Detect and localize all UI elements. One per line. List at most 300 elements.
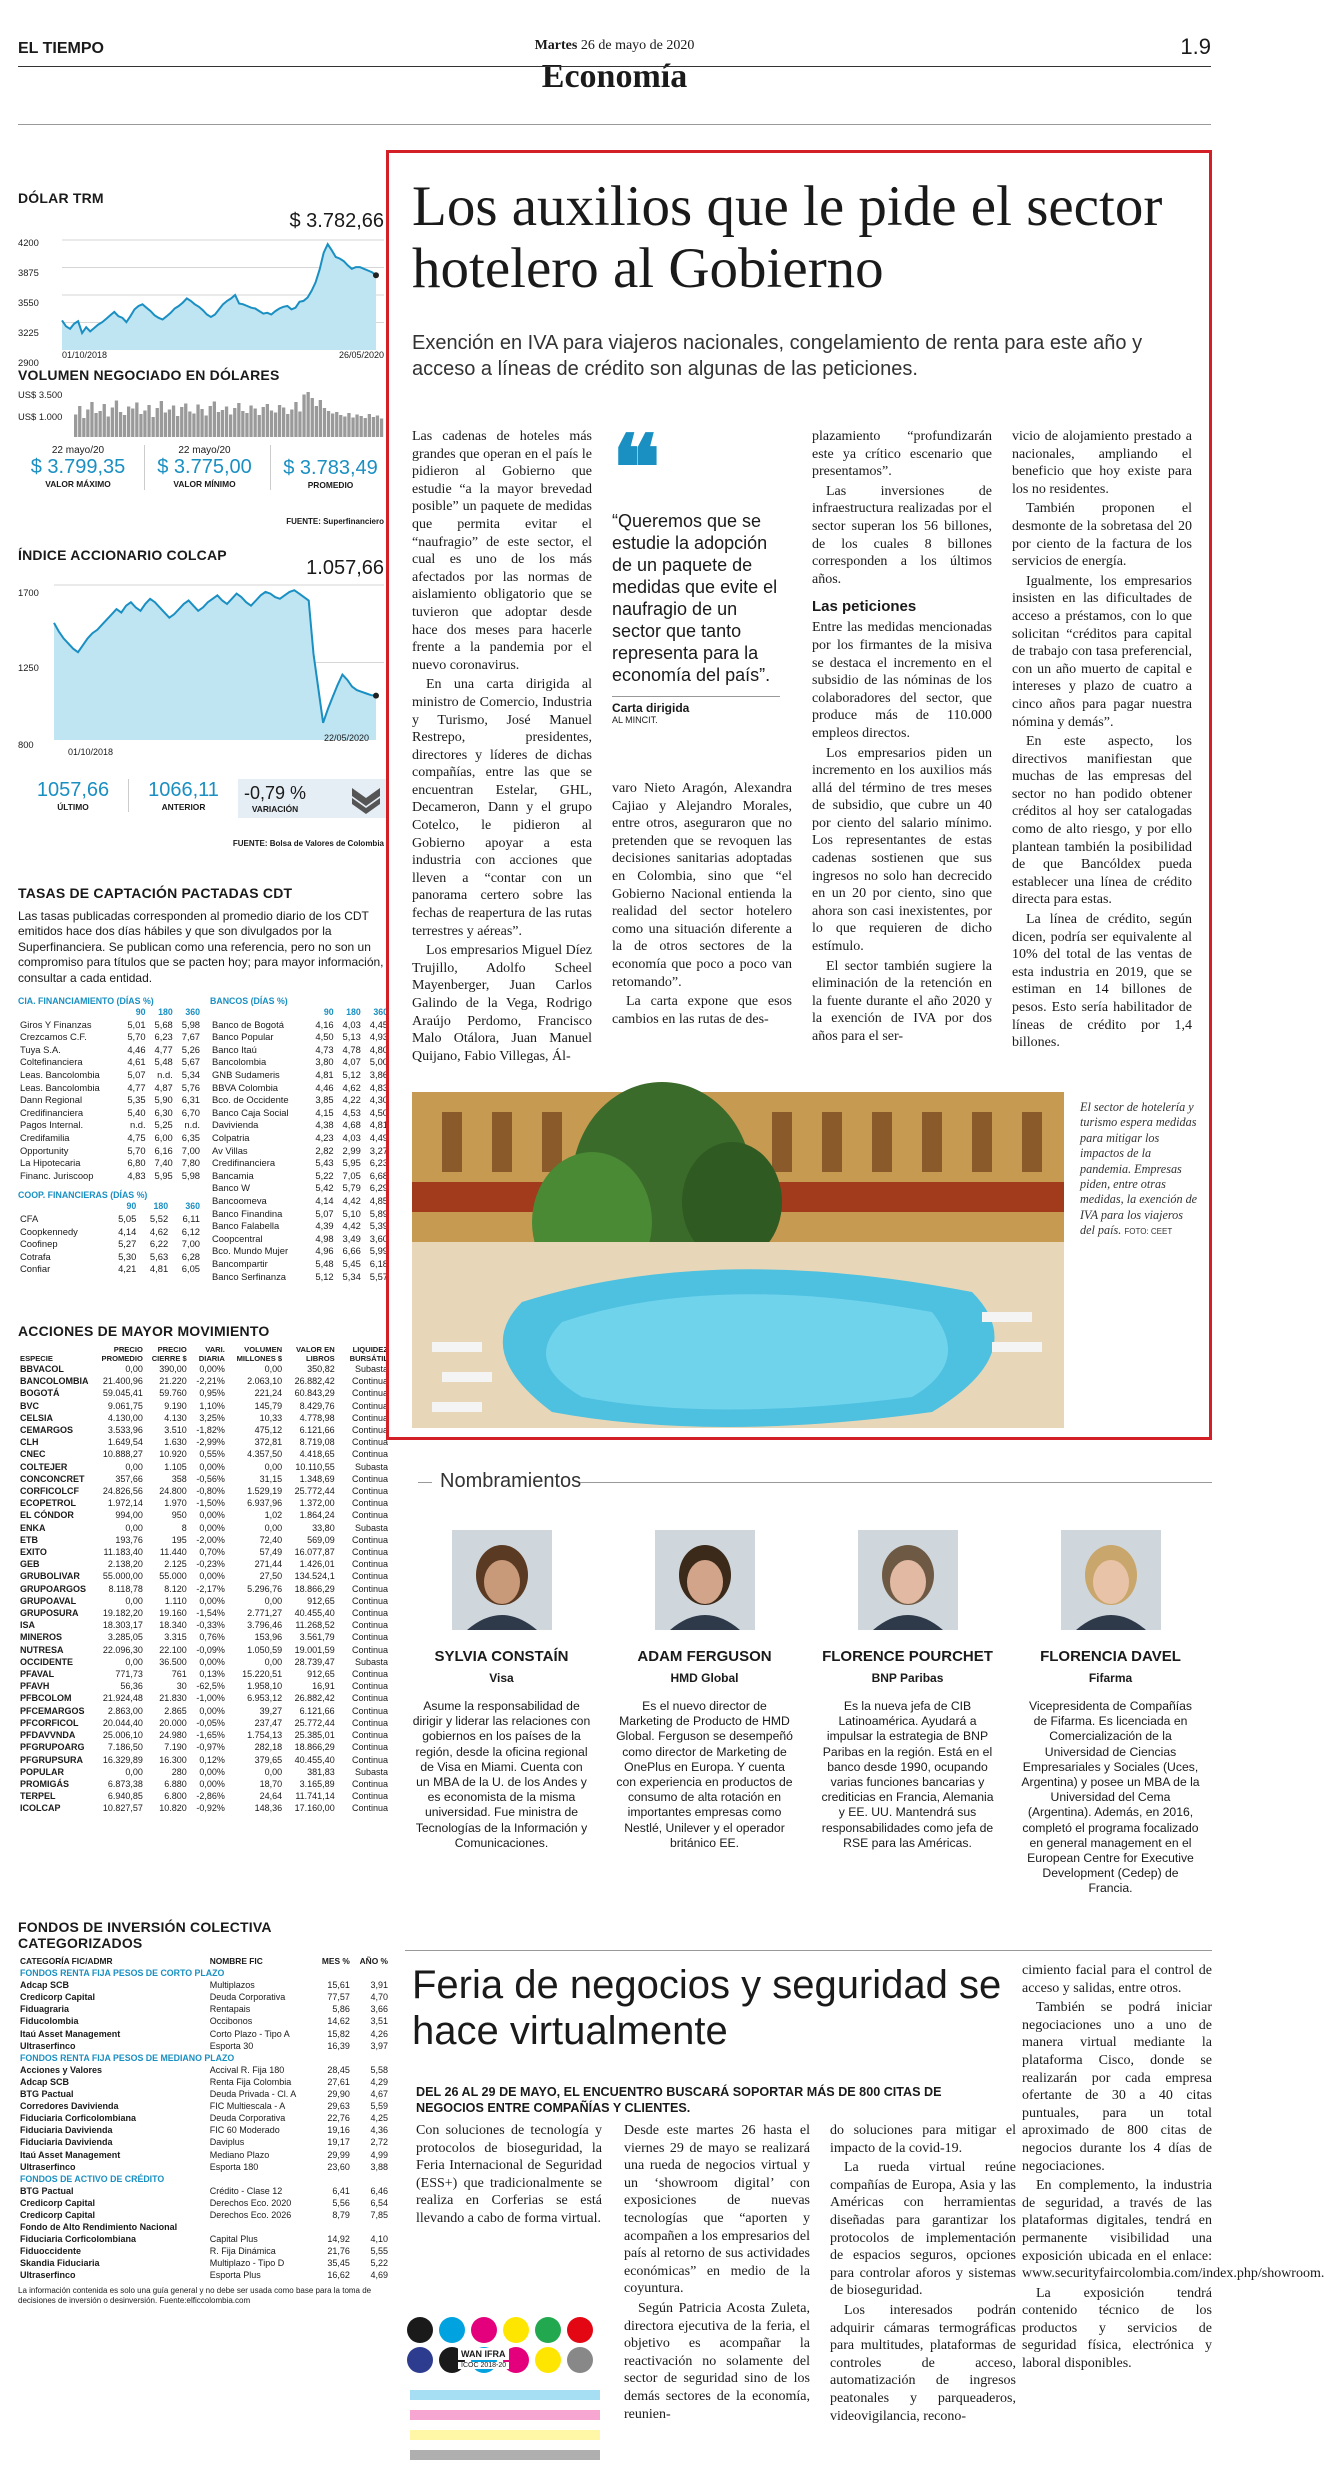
table-row bbox=[18, 1802, 390, 1814]
stock-value: 25.772,44 bbox=[294, 1486, 335, 1497]
table-row bbox=[18, 1448, 390, 1460]
colcap-prev bbox=[128, 779, 238, 812]
stock-value: 18.303,17 bbox=[102, 1620, 143, 1631]
stock-value: 1.864,24 bbox=[299, 1510, 335, 1521]
volume-bar bbox=[213, 402, 216, 438]
stock-value: 72,40 bbox=[259, 1534, 283, 1545]
entity-name: Colpatria bbox=[212, 1131, 250, 1143]
appointments-title: Nombramientos bbox=[440, 1470, 591, 1493]
table-row bbox=[18, 1692, 390, 1704]
cdt-row bbox=[210, 1132, 390, 1145]
stock-value: 0,00 bbox=[125, 1522, 143, 1533]
table-row bbox=[18, 1583, 390, 1595]
trm-tick: 3225 bbox=[18, 327, 39, 338]
fund-admin: Ultraserfinco bbox=[20, 2161, 76, 2172]
table-row bbox=[18, 1705, 390, 1717]
rate-value: 5,39 bbox=[369, 1220, 388, 1232]
entity-name: Bancamia bbox=[212, 1169, 254, 1181]
fund-return: 29,63 bbox=[327, 2101, 350, 2112]
rate-value: 5,00 bbox=[369, 1056, 388, 1068]
rate-value: 4,78 bbox=[342, 1043, 361, 1055]
col-head: NOMBRE FIC bbox=[209, 1956, 263, 1966]
cdt-row bbox=[210, 1271, 390, 1284]
stock-value: 5.296,76 bbox=[247, 1583, 283, 1594]
fund-name: Rentapais bbox=[209, 2004, 251, 2015]
caption-text: El sector de hotelería y turismo espera medidas para mitigar los impactos de la pandemia. Empresas piden, entre otras medidas, la exención de IVA para los viajeros del país. bbox=[1080, 1100, 1198, 1238]
rate-value: 6,23 bbox=[369, 1157, 388, 1169]
stock-value: 3.533,96 bbox=[107, 1425, 143, 1436]
volume-bar bbox=[355, 415, 358, 438]
stock-value: 0,00 bbox=[264, 1364, 283, 1374]
rate-value: 6,18 bbox=[369, 1257, 388, 1269]
stock-value: 1.754,13 bbox=[247, 1730, 283, 1741]
rate-value: 6,35 bbox=[181, 1131, 200, 1143]
rate-value: 5,95 bbox=[154, 1169, 173, 1181]
volume-bar bbox=[290, 410, 293, 438]
entity-name: Av Villas bbox=[212, 1144, 248, 1156]
stock-value: 21.400,96 bbox=[102, 1376, 143, 1387]
volume-bar bbox=[380, 419, 383, 438]
rate-value: 2,99 bbox=[342, 1144, 361, 1156]
stock-value: 145,79 bbox=[254, 1400, 283, 1411]
color-swatch bbox=[567, 2347, 593, 2373]
stock-value: 1.529,19 bbox=[247, 1486, 283, 1497]
stock-value: Continua bbox=[351, 1425, 388, 1436]
fund-return: 5,59 bbox=[370, 2101, 388, 2112]
rate-value: 4,62 bbox=[149, 1225, 169, 1237]
rate-value: 5,48 bbox=[154, 1056, 173, 1068]
cdt-row bbox=[18, 1157, 202, 1170]
volume-bar bbox=[143, 411, 146, 438]
volume-bar bbox=[331, 414, 334, 438]
person-name: FLORENCIA DAVEL bbox=[1040, 1648, 1181, 1665]
col-head: VOLUMEN MILLONES $ bbox=[236, 1345, 283, 1363]
paragraph: El sector también sugiere la eliminación de la retención en la fuente durante el año 2020 y la exención de IVA por dos años para el ser- bbox=[812, 958, 992, 1044]
stat-value: -0,79 % bbox=[244, 783, 307, 803]
paragraph: La línea de crédito, según dicen, podría ser equivalente al 10% del total de las ventas de esta industria en 2019, que se estiman en 14 billones de pesos. Esto sería habilitador de líneas de crédito por 1,4 billones. bbox=[1012, 912, 1192, 1051]
volume-bar bbox=[164, 413, 167, 438]
stock-value: 17.160,00 bbox=[294, 1803, 335, 1814]
stock-value: 1.348,69 bbox=[299, 1473, 335, 1484]
trm-chart bbox=[62, 240, 384, 360]
volume-bar bbox=[78, 406, 81, 437]
fund-name: Derechos Eco. 2020 bbox=[209, 2197, 292, 2208]
rate-value: 6,80 bbox=[127, 1157, 146, 1169]
stock-value: 193,76 bbox=[115, 1534, 143, 1545]
fund-return: 4,26 bbox=[370, 2028, 388, 2039]
stock-value: 55.000 bbox=[159, 1571, 187, 1582]
cdt-row bbox=[210, 1157, 390, 1170]
stock-value: -1,50% bbox=[196, 1498, 225, 1509]
rate-value: 5,76 bbox=[181, 1081, 200, 1093]
stock-value: 10.827,57 bbox=[102, 1803, 143, 1814]
rate-value: 3,80 bbox=[315, 1056, 334, 1068]
fund-return: 5,22 bbox=[370, 2258, 388, 2269]
fund-name: Mediano Plazo bbox=[209, 2149, 270, 2160]
rate-value: 5,98 bbox=[181, 1169, 200, 1181]
stock-value: 6.873,38 bbox=[107, 1778, 143, 1789]
feria-col-2 bbox=[624, 2122, 810, 2425]
stock-value: 3.561,79 bbox=[299, 1632, 335, 1643]
main-col-4 bbox=[1012, 428, 1192, 1054]
stock-value: 381,83 bbox=[307, 1766, 335, 1777]
fund-return: 3,51 bbox=[370, 2016, 388, 2027]
stock-value: 16.077,87 bbox=[294, 1547, 335, 1558]
volume-bar bbox=[229, 415, 232, 438]
fund-admin: Adcap SCB bbox=[20, 1980, 70, 1991]
table-row bbox=[18, 1680, 390, 1692]
chevron-down-icon bbox=[350, 784, 382, 814]
stock-symbol: PFCORFICOL bbox=[20, 1717, 79, 1728]
stock-value: 40.455,40 bbox=[294, 1754, 335, 1765]
rate-value: 3,60 bbox=[369, 1232, 388, 1244]
rate-value: 5,13 bbox=[342, 1031, 361, 1043]
stocks-widget bbox=[18, 1323, 390, 1923]
stock-value: 2.063,10 bbox=[247, 1376, 283, 1387]
cdt-row bbox=[210, 1082, 390, 1095]
stock-value: 357,66 bbox=[115, 1473, 143, 1484]
rate-value: 7,40 bbox=[154, 1157, 173, 1169]
col-head: PRECIO CIERRE $ bbox=[151, 1345, 187, 1363]
stock-symbol: ICOLCAP bbox=[20, 1803, 61, 1814]
stat-label: PROMEDIO bbox=[307, 480, 354, 490]
table-row bbox=[18, 2161, 390, 2173]
stock-value: 358 bbox=[171, 1473, 187, 1484]
rate-value: 5,27 bbox=[118, 1238, 137, 1250]
fund-name: FIC Multiescala - A bbox=[209, 2101, 286, 2112]
table-row bbox=[18, 1741, 390, 1753]
col-head: CATEGORÍA FIC/ADMR bbox=[20, 1956, 113, 1966]
stock-symbol: ETB bbox=[20, 1534, 38, 1545]
stock-value: 33,80 bbox=[312, 1522, 335, 1533]
stock-value: Subasta bbox=[354, 1461, 388, 1472]
cdt-row bbox=[18, 1132, 202, 1145]
paragraph: En una carta dirigida al ministro de Comercio, Industria y Turismo, José Manuel Restrepo, presidentes, directores y líderes de dichas compañías, entre las que se encuentran Estelar, GHL, Decameron, Dann y el grupo Cotelco, le pidieron al Gobierno apoyar a esta industria con acciones que lleven a “contar con un panorama certero sobre las fechas de reapertura de las rutas terrestres y aéreas”. bbox=[412, 677, 592, 939]
fund-admin: Fiduciaria Corficolombiana bbox=[20, 2113, 137, 2124]
caption-credit: FOTO: CEET bbox=[1124, 1227, 1173, 1237]
fund-admin: Acciones y Valores bbox=[20, 2064, 103, 2075]
funds-group-row bbox=[18, 1967, 390, 1979]
fund-admin: Ultraserfinco bbox=[20, 2270, 76, 2281]
volume-tick: US$ 3.500 bbox=[18, 389, 63, 400]
rate-value: 4,38 bbox=[315, 1119, 334, 1131]
table-row bbox=[18, 1607, 390, 1619]
stock-value: 3.510 bbox=[164, 1425, 187, 1436]
cdt-row bbox=[210, 1208, 390, 1221]
appointments-rule-right bbox=[580, 1482, 1212, 1483]
paragraph: Entre las medidas mencionadas por los firmantes de la misiva se destaca el incremento en el subsidio de las nóminas de los colaboradores del sector, que produce más de 110.000 empleos directos. bbox=[812, 620, 992, 741]
stock-symbol: GRUPOAVAL bbox=[20, 1595, 77, 1606]
feria-col-4 bbox=[1022, 1962, 1324, 2375]
stock-value: -2,86% bbox=[196, 1791, 225, 1802]
stat-max bbox=[18, 445, 138, 490]
stock-value: -0,92% bbox=[196, 1803, 225, 1814]
fund-return: 77,57 bbox=[327, 1992, 350, 2003]
col-head: PRECIO PROMEDIO bbox=[101, 1345, 143, 1363]
paragraph: Las inversiones de infraestructura realizadas por el sector superan los 56 billones, de los cuales 8 billones corresponden a los últimos años. bbox=[812, 483, 992, 587]
volume-bar bbox=[294, 402, 297, 437]
volume-bar bbox=[347, 413, 350, 437]
stock-symbol: TERPEL bbox=[20, 1791, 56, 1802]
volume-bar bbox=[123, 415, 126, 437]
stock-value: 1.050,59 bbox=[247, 1644, 283, 1655]
colcap-widget bbox=[18, 547, 390, 857]
stock-symbol: PFCEMARGOS bbox=[20, 1705, 85, 1716]
stat-value: $ 3.775,00 bbox=[157, 456, 252, 478]
stock-value: Continua bbox=[351, 1534, 388, 1545]
rate-value: 5,34 bbox=[181, 1069, 200, 1080]
rate-value: 5,70 bbox=[127, 1144, 146, 1156]
rate-value: 4,98 bbox=[315, 1232, 334, 1244]
volume-bar bbox=[156, 408, 159, 437]
fund-admin: Fondo de Alto Rendimiento Nacional bbox=[20, 2222, 178, 2233]
stock-symbol: CONCONCRET bbox=[20, 1473, 85, 1484]
rate-value: 3,49 bbox=[342, 1232, 361, 1244]
stock-value: Continua bbox=[351, 1791, 388, 1802]
volume-bar bbox=[376, 416, 379, 438]
entity-name: Bco. de Occidente bbox=[212, 1094, 289, 1106]
volume-bar bbox=[233, 408, 236, 437]
stock-value: 0,00% bbox=[199, 1778, 225, 1789]
stock-value: 912,65 bbox=[307, 1595, 335, 1606]
col-head: 90 bbox=[126, 1201, 137, 1212]
rate-value: 5,67 bbox=[181, 1056, 200, 1068]
rate-value: 4,22 bbox=[342, 1094, 361, 1106]
volume-bar bbox=[319, 400, 322, 437]
person-org: HMD Global bbox=[670, 1671, 739, 1685]
col-head: MES % bbox=[321, 1956, 350, 1966]
feria-headline: Feria de negocios y seguridad se hace virtualmente bbox=[412, 1963, 1002, 2053]
stock-symbol: PFAVH bbox=[20, 1681, 50, 1692]
paragraph: Desde este martes 26 hasta el viernes 29 de mayo se realizará una rueda de negocios virtual y un ‘showroom digital’ con exposiciones de nuevas tecnologías que “aporten y acompañen a los empresarios del país al retorno de sus actividades económicas” en medio de la coyuntura. bbox=[624, 2123, 810, 2297]
rate-value: 2,82 bbox=[315, 1144, 334, 1156]
color-swatch bbox=[471, 2317, 497, 2343]
volume-bar bbox=[237, 403, 240, 437]
stock-value: 0,00% bbox=[199, 1510, 225, 1521]
stock-value: Continua bbox=[351, 1778, 388, 1789]
series-area bbox=[54, 590, 376, 740]
cdt-row bbox=[210, 1145, 390, 1158]
fund-name: FIC 60 Moderado bbox=[209, 2125, 280, 2136]
entity-name: Crezcamos C.F. bbox=[20, 1031, 87, 1043]
stock-symbol: CORFICOLCF bbox=[20, 1486, 79, 1497]
stock-value: 22.096,30 bbox=[102, 1644, 143, 1655]
rate-value: 4,45 bbox=[369, 1018, 388, 1030]
entity-name: Banco Itaú bbox=[212, 1043, 257, 1055]
table-row bbox=[18, 2136, 390, 2148]
stock-symbol: CELSIA bbox=[20, 1412, 54, 1423]
rate-value: 7,05 bbox=[342, 1169, 361, 1181]
rate-value: 4,85 bbox=[369, 1194, 388, 1206]
volume-bar bbox=[364, 418, 367, 437]
volume-widget bbox=[18, 367, 390, 537]
volume-bar bbox=[176, 416, 179, 437]
table-row bbox=[18, 2028, 390, 2040]
photo-caption bbox=[1080, 1100, 1198, 1240]
stat-date: 22 mayo/20 bbox=[178, 445, 231, 456]
fund-return: 14,92 bbox=[327, 2234, 350, 2245]
stock-value: 6.800 bbox=[164, 1791, 187, 1802]
quote-icon: ❝ bbox=[612, 420, 661, 519]
rate-value: 4,46 bbox=[315, 1081, 334, 1093]
stock-value: 21.830 bbox=[159, 1693, 187, 1704]
rate-value: 5,48 bbox=[315, 1257, 334, 1269]
stock-value: Subasta bbox=[354, 1364, 388, 1374]
stock-value: 0,00 bbox=[125, 1595, 143, 1606]
rate-value: 6,28 bbox=[181, 1250, 200, 1262]
fund-return: 4,10 bbox=[370, 2234, 388, 2245]
paragraph: Con soluciones de tecnología y protocolos de bioseguridad, la Feria Internacional de Seguridad (ESS+) que tradicionalmente se realiza en Corferias se está llevando a cabo de forma virtual. bbox=[416, 2123, 602, 2226]
color-bar bbox=[400, 2310, 605, 2480]
paragraph: La exposición tendrá contenido técnico de los productos y servicios de seguridad física, electrónica y laboral disponibles. bbox=[1022, 2285, 1212, 2372]
rate-value: 4,83 bbox=[369, 1081, 388, 1093]
cdt-row bbox=[18, 1170, 202, 1183]
stock-value: 6.940,85 bbox=[107, 1791, 143, 1802]
date-day: Martes bbox=[534, 38, 578, 53]
cdt-row bbox=[18, 1251, 202, 1264]
quote-source-sub: AL MINCIT. bbox=[612, 715, 658, 725]
stock-value: Continua bbox=[351, 1705, 388, 1716]
rate-value: 4,42 bbox=[342, 1220, 361, 1232]
trm-tick: 3875 bbox=[18, 267, 39, 278]
stock-symbol: EXITO bbox=[20, 1547, 47, 1558]
volume-bar bbox=[343, 417, 346, 438]
stock-value: Subasta bbox=[354, 1656, 388, 1667]
funds-group-row bbox=[18, 2173, 390, 2185]
stock-value: 0,00 bbox=[264, 1595, 283, 1606]
stock-symbol: MINEROS bbox=[20, 1632, 63, 1643]
cdt-row bbox=[18, 1031, 202, 1044]
cdt-row bbox=[18, 1263, 202, 1276]
main-col-1 bbox=[412, 428, 592, 1067]
stock-value: 569,09 bbox=[307, 1534, 335, 1545]
rate-value: 4,49 bbox=[369, 1131, 388, 1143]
col-head: VALOR EN LIBROS bbox=[296, 1345, 335, 1363]
fund-admin: Itaú Asset Management bbox=[20, 2149, 121, 2160]
stock-value: 26.882,42 bbox=[294, 1693, 335, 1704]
volume-bar bbox=[196, 405, 199, 438]
issue-date bbox=[0, 38, 1229, 54]
stock-value: 22.100 bbox=[159, 1644, 187, 1655]
table-row bbox=[18, 1570, 390, 1582]
volume-bar bbox=[209, 406, 212, 437]
person-desc: Asume la responsabilidad de dirigir y liderar las relaciones con gobiernos en los países de la región, desde la oficina regional de Visa en Miami. Cuenta con un MBA de la U. de los Andes y es economista de la misma universidad. Fue ministra de Tecnologías de la Información y Comunicaciones. bbox=[412, 1699, 591, 1850]
volume-bar bbox=[266, 404, 269, 437]
fund-admin: Adcap SCB bbox=[20, 2076, 70, 2087]
rate-value: 5,98 bbox=[181, 1018, 200, 1030]
fund-return: 6,46 bbox=[370, 2185, 388, 2196]
table-row bbox=[18, 1729, 390, 1741]
rate-value: 5,42 bbox=[315, 1182, 334, 1194]
volume-bar bbox=[323, 408, 326, 437]
rate-value: 3,85 bbox=[315, 1094, 334, 1106]
person-org: Visa bbox=[489, 1671, 514, 1685]
cdt-coop-head: COOP. FINANCIERAS (DÍAS %) bbox=[18, 1190, 148, 1201]
stock-value: 8.120 bbox=[164, 1583, 187, 1594]
stock-value: 1.372,00 bbox=[299, 1498, 335, 1509]
fund-name: Crédito - Clase 12 bbox=[209, 2185, 283, 2196]
stock-value: 0,55% bbox=[199, 1449, 225, 1460]
rate-value: 4,39 bbox=[315, 1220, 334, 1232]
fund-return: 4,67 bbox=[370, 2089, 388, 2100]
table-row bbox=[18, 1619, 390, 1631]
fund-return: 5,56 bbox=[332, 2197, 350, 2208]
stock-value: Continua bbox=[351, 1754, 388, 1765]
feria-col-1 bbox=[416, 2122, 602, 2230]
hotel-photo bbox=[412, 1092, 1064, 1428]
stock-value: 19.001,59 bbox=[294, 1644, 335, 1655]
cdt-row bbox=[18, 1107, 202, 1120]
trm-widget bbox=[18, 190, 390, 368]
fund-admin: BTG Pactual bbox=[20, 2185, 74, 2196]
table-row bbox=[18, 1485, 390, 1497]
stock-value: 0,76% bbox=[199, 1632, 225, 1643]
rate-value: 4,21 bbox=[118, 1263, 137, 1275]
stock-value: -1,00% bbox=[196, 1693, 225, 1704]
stock-symbol: GRUPOSURA bbox=[20, 1608, 79, 1619]
volume-bar bbox=[286, 414, 289, 437]
stock-value: 0,13% bbox=[199, 1669, 225, 1680]
stock-value: 56,36 bbox=[120, 1681, 143, 1692]
stat-avg bbox=[270, 445, 390, 490]
cdt-row bbox=[210, 1056, 390, 1069]
stock-value: 148,36 bbox=[254, 1803, 283, 1814]
volume-bar bbox=[351, 418, 354, 438]
fund-return: 23,60 bbox=[327, 2161, 350, 2172]
wan-ifra-badge: WAN IFRA bbox=[458, 2348, 509, 2360]
stock-symbol: CLH bbox=[20, 1437, 39, 1448]
fund-name: Deuda Corporativa bbox=[209, 1992, 286, 2003]
fund-admin: Fiduoccidente bbox=[20, 2246, 82, 2257]
fund-return: 16,39 bbox=[327, 2040, 350, 2051]
table-row bbox=[18, 1754, 390, 1766]
stock-value: 1,10% bbox=[199, 1400, 225, 1411]
funds-group-row bbox=[18, 2052, 390, 2064]
fund-admin: Skandia Fiduciaria bbox=[20, 2258, 100, 2269]
rate-value: 4,30 bbox=[369, 1094, 388, 1106]
stock-value: 27,50 bbox=[259, 1571, 283, 1582]
entity-name: Davivienda bbox=[212, 1119, 259, 1131]
volume-source: FUENTE: Superfinanciero bbox=[286, 517, 384, 526]
fund-admin: Corredores Davivienda bbox=[20, 2101, 119, 2112]
entity-name: Tuya S.A. bbox=[20, 1043, 61, 1055]
cdt-row bbox=[210, 1182, 390, 1195]
stock-value: 761 bbox=[171, 1669, 187, 1680]
volume-bar bbox=[262, 407, 265, 437]
rate-value: 4,81 bbox=[315, 1069, 334, 1080]
entity-name: Banco Finandina bbox=[212, 1207, 283, 1219]
fund-name: Esporta 30 bbox=[209, 2040, 254, 2051]
stock-value: -2,00% bbox=[196, 1534, 225, 1545]
cdt-row bbox=[210, 1119, 390, 1132]
rate-value: 4,07 bbox=[342, 1056, 361, 1068]
cdt-row bbox=[18, 1213, 202, 1226]
stock-value: 0,70% bbox=[199, 1547, 225, 1558]
rate-value: 6,00 bbox=[154, 1131, 173, 1143]
fund-name: Deuda Corporativa bbox=[209, 2113, 286, 2124]
pull-quote bbox=[612, 420, 780, 725]
main-col-2 bbox=[612, 780, 792, 1030]
stock-value: 6.953,12 bbox=[247, 1693, 283, 1704]
stock-value: 25.006,10 bbox=[102, 1730, 143, 1741]
cdt-row bbox=[18, 1019, 202, 1032]
rate-value: 5,52 bbox=[149, 1212, 169, 1224]
stock-value: 8.118,78 bbox=[108, 1583, 143, 1594]
rate-value: 6,05 bbox=[181, 1263, 200, 1275]
fund-return: 4,69 bbox=[370, 2270, 388, 2281]
stock-value: Continua bbox=[351, 1608, 388, 1619]
volume-bar bbox=[298, 412, 301, 438]
